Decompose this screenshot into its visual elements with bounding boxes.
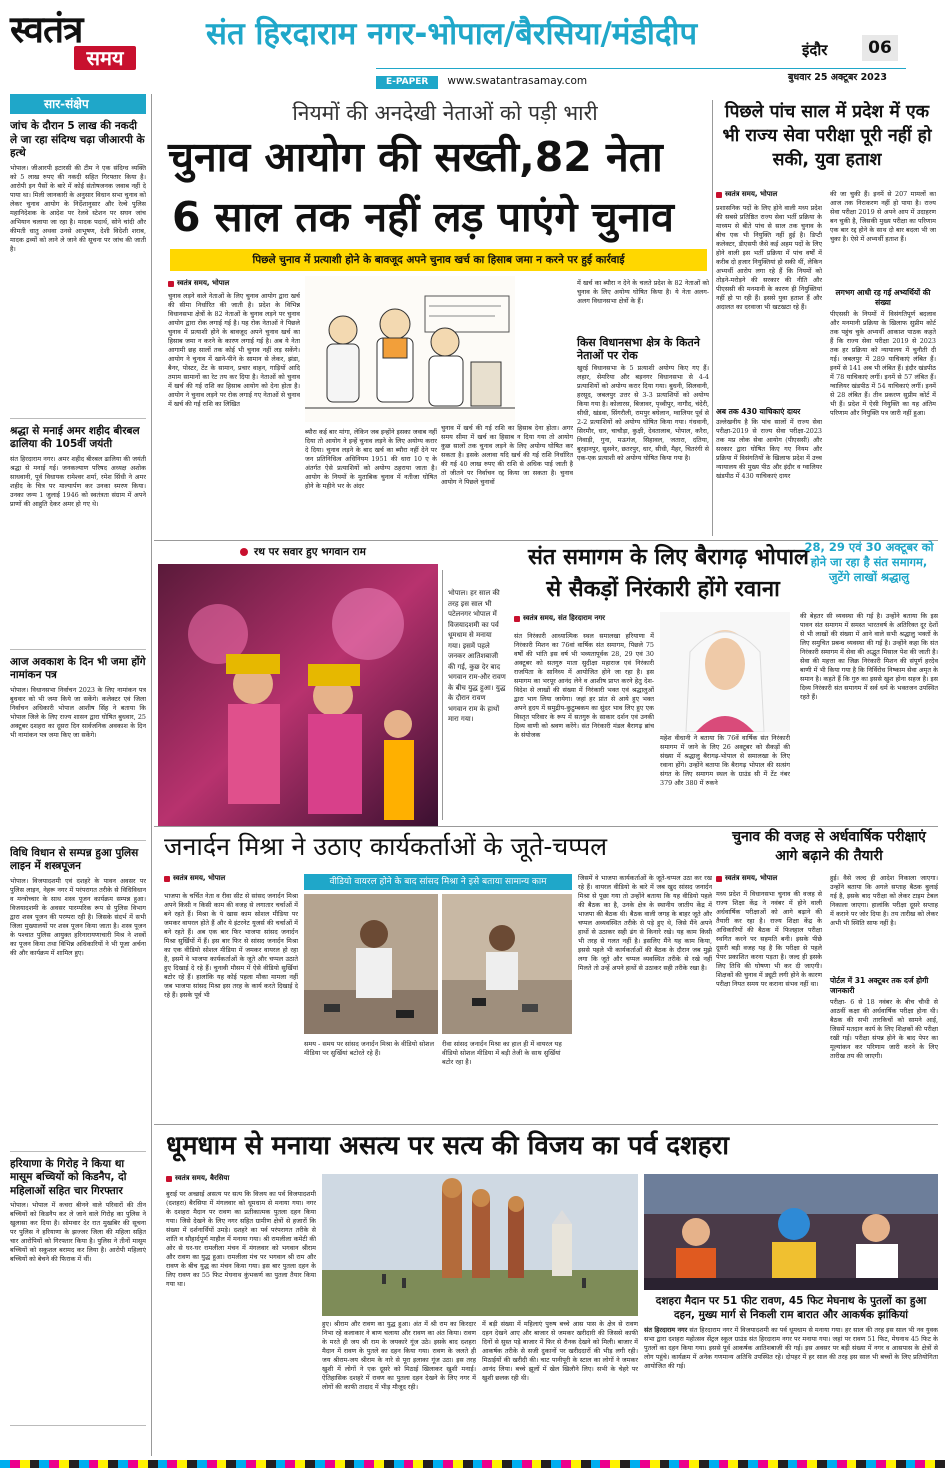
byline-icon bbox=[716, 192, 722, 198]
dussehra-column-2: हुए। श्रीराम और रावण का युद्ध हुआ। अंत में श्री राम का किरदार निभा रहे कलाकार ने बाण चलाया और रावण का अंत किया। रावण के मरते ही जय श्री राम के जयकारे गूंज उठे। इसके बाद दशहरा मैदान में रावण के पुतले का दहन किया गया। रावण के जलते ही जय श्रीराम-जय श्रीराम के नारे से पूरा इलाका गूंज उठा। इस तरह खुशी में लोगों ने एक दूसरे को मिठाई खिलाकर खुशी मनाई। ऐतिहासिक दशहरे में रावण का पुतला दहन देखने के लिए नगर में लोगों की काफी तादाद में भीड़ मौजूद रही। bbox=[322, 1320, 476, 1391]
lead-subhead: किस विधानसभा क्षेत्र के कितने नेताओं पर रोक bbox=[577, 336, 700, 362]
color-strip-swatch bbox=[98, 1460, 108, 1468]
janardan-caption-1: समय - समय पर सांसद जनार्दन मिश्रा के वीडियो सोशल मीडिया पर सुर्खियां बटोरते रहे हैं। bbox=[304, 1040, 435, 1057]
exam-column-1: मध्य प्रदेश में विधानसभा चुनाव की वजह से राज्य शिक्षा केंद्र ने नवंबर में होने वाली अर्धवार्षिक परीक्षाओं को आगे बढ़ाने की तैयारी कर रहा है। राज्य शिक्षा केंद्र के अधिकारियों की बैठक में फिलहाल परीक्षा स्थगित करने पर सहमति बनी। इसके पीछे दूसरी बड़ी वजह यह है कि परीक्षा से पहले पेपर प्रकाशित करना पड़ता है। जल्द ही इसके लिए तिथि की घोषणा भी कर दी जाएगी। शिक्षकों की चुनाव में ड्यूटी लगी होने के कारण परीक्षा नियत समय पर कराना संभव नहीं था। bbox=[716, 890, 822, 988]
janardan-byline-text: स्वतंत्र समय, भोपाल bbox=[173, 874, 226, 882]
janardan-caption-2: रीवा सांसद जनार्दन मिश्रा का हाल ही में वायरल यह वीडियो सोशल मीडिया में बड़ी तेजी के साथ सुर्खियां बटोर रहा है। bbox=[442, 1040, 562, 1066]
color-strip-swatch bbox=[325, 1460, 335, 1468]
dussehra-headline: धूमधाम से मनाया असत्य पर सत्य की विजय का पर्व दशहरा bbox=[166, 1131, 729, 1161]
lead-column-4: में खर्च का ब्यौरा न देने के चलते प्रदेश के 82 नेताओं को चुनाव के लिए अयोग्य घोषित किया है। ये नेता अलग-अलग विधानसभा क्षेत्रों के हैं। bbox=[577, 279, 709, 305]
color-strip-swatch bbox=[532, 1460, 542, 1468]
color-strip-swatch bbox=[620, 1460, 630, 1468]
nirankari-headline-line2: से सैकड़ों निरंकारी होंगे रवाना bbox=[546, 577, 780, 602]
guru-portrait-image bbox=[660, 612, 790, 732]
nirankari-side-headline: 28, 29 एवं 30 अक्टूबर को होने जा रहा है संत समागम, जुटेंगे लाखों श्रद्धालु bbox=[804, 540, 934, 584]
color-strip-swatch bbox=[640, 1460, 650, 1468]
color-strip-swatch bbox=[551, 1460, 561, 1468]
color-strip-swatch bbox=[207, 1460, 217, 1468]
color-strip-swatch bbox=[768, 1460, 778, 1468]
lead-column-2: ब्यौरा कई बार मांगा, लेकिन जब इन्होंने इसका जवाब नहीं दिया तो आयोग ने इन्हें चुनाव लड़ने के लिए अयोग्य करार दे दिया। चुनाव लड़ने के बाद खर्च का ब्यौरा नहीं देने पर जन प्रतिनिधित्व अधिनियम 1951 की धारा 10 ए के अंतर्गत ऐसे प्रत्याशियों को अयोग्य ठहराया जाता है। आयोग के नियमों के मुताबिक चुनाव में नतीजा घोषित होने के महीने भर के अंदर bbox=[305, 428, 437, 490]
exam-subhead: पोर्टल में 31 अक्टूबर तक दर्ज होगी जानकारी bbox=[830, 976, 929, 995]
color-strip-swatch bbox=[473, 1460, 483, 1468]
color-strip-swatch bbox=[167, 1460, 177, 1468]
news-brief-item bbox=[10, 1158, 146, 1427]
color-strip-swatch bbox=[138, 1460, 148, 1468]
nirankari-column-1: संत निरंकारी आध्यात्मिक स्थल समालखा हरियाणा में निरंकारी मिशन का 76वां वार्षिक संत समागम, पिछले 75 वर्षों की भांति इस वर्ष भी भव्यतापूर्वक 28, 29 एवं 30 अक्टूबर को सतगुरु माता सुदीक्षा महाराज एवं निरंकारी राजपिता के सानिध्य में आयोजित होने जा रहा है। इस समागम का भरपूर आनंद लेने व आशीष प्राप्त करने हेतु देश-विदेश से लाखों की संख्या में निरंकारी भक्त एवं श्रद्धालुओं द्वारा भाग लिया जायेगा। जहां हर प्रांत से आये हुए भक्त अपने हृदय में समुद्रीय-कुटुम्बकम का सुंदर भाव लिए हुए एक विस्तृत परिवार के रूप में सतगुरु के साकार दर्शन एवं उनकी दिव्य वाणी को श्रवण करेंगे। संत निरंकारी मंडल बैरागढ़ ब्रांच के संयोजक bbox=[514, 632, 654, 739]
cartoon-illustration bbox=[305, 276, 515, 422]
lead-kicker: नियमों की अनदेखी नेताओं को पड़ी भारी bbox=[292, 101, 598, 125]
color-strip-swatch bbox=[433, 1460, 443, 1468]
masthead bbox=[0, 0, 945, 92]
nirankari-headline-line1: संत समागम के लिए बैरागढ़ भोपाल bbox=[528, 545, 809, 570]
dussehra-jhanki-photo bbox=[644, 1174, 938, 1290]
color-strip-swatch bbox=[79, 1460, 89, 1468]
color-strip-swatch bbox=[226, 1460, 236, 1468]
color-strip-swatch bbox=[660, 1460, 670, 1468]
issue-date: बुधवार 25 अक्टूबर 2023 bbox=[788, 72, 888, 83]
lead-divider-right bbox=[712, 100, 713, 536]
color-strip-swatch bbox=[689, 1460, 699, 1468]
janardan-byline bbox=[164, 874, 225, 883]
janardan-headline: जनार्दन मिश्रा ने उठाए कार्यकर्ताओं के जूते-चप्पल bbox=[164, 832, 608, 861]
color-strip-swatch bbox=[364, 1460, 374, 1468]
news-brief-body: भोपाल। भोपाल में कचरा बीनने वाले परिवारों की तीन बच्चियों को किडनैप कर ले जाने वाले गिरोह का पुलिस ने खुलासा कर दिया है। सोमवार देर रात मुखबिर की सूचना पर पुलिस ने हरियाणा के झज्जर जिला की महिला सहित चार आरोपियों को गिरफ्तार किया है। पुलिस ने तीनों मासूम बच्चियों को सकुशल बरामद कर लिया है। आरोपी महिलाएं बच्चियों को बेचने की फिराक में थीं। bbox=[10, 1201, 146, 1263]
lead-column-1: चुनाव लड़ने वाले नेताओं के लिए चुनाव आयोग द्वारा खर्च की सीमा निर्धारित की जाती है। प्रदेश के विभिन्न विधानसभा क्षेत्रों के 82 नेताओं के चुनाव लड़ने पर चुनाव आयोग द्वारा रोक लगाई गई है। यह रोक नेताओं ने पिछले चुनाव में प्रत्याशी होने के बावजूद अपने चुनाव खर्च का हिसाब जमा न करने के कारण लगाई गई है। अब ये नेता आगामी छह सालों तक कोई भी चुनाव नहीं लड़ सकेंगे। आयोग ने चुनाव में खाने-पीने के सामान से लेकर, झंडा, बैनर, पोस्टर, टेंट के सामान, प्रचार वाहन, गाड़ियों आदि तमाम सामानों का रेट तय कर दिया है। नेताओं को चुनाव में खर्च की गई राशि का हिसाब आयोग को देना होता है। आयोग ने चुनाव लड़ने पर रोक लगाई गए नेताओं से चुनाव में खर्च की गई राशि का लिखित bbox=[168, 292, 300, 408]
byline-icon bbox=[168, 281, 174, 287]
color-strip-swatch bbox=[354, 1460, 364, 1468]
dussehra-byline-text: स्वतंत्र समय, बैरसिया bbox=[175, 1174, 230, 1182]
color-strip-swatch bbox=[561, 1460, 571, 1468]
color-strip-swatch bbox=[177, 1460, 187, 1468]
nirankari-column-3: की बेहतर सी व्यवस्था की गई है। उन्होंने बताया कि इस पावन संत समागम में समस्त भारतवर्ष के अतिरिक्त दूर देशों से भी लाखों की संख्या में आने वाले सभी श्रद्धालु भक्तों के लिए समुचित प्रबन्ध व्यवस्था की गई है। उन्होंने कहा कि संत निरंकारी समागम में सेवा की अद्भुत मिसाल पेश की जाती है। सेवा की महत्ता का जिक्र निरंकारी मिशन की संपूर्ण हरदेव बाणी में भी किया गया है कि निर्विरोध निष्काम सेवा अमृत के समान है। कहते हैं कि गुरु का इससे खुश होना सहज है। इस दिव्य निरंकारी संत समागम में सर्व धर्म के भक्तजन उपस्थित रहते हैं। bbox=[800, 612, 938, 701]
news-brief-body: संत हिरदाराम नगर। अमर शहीद बीरबल ढालिया की जयंती श्रद्धा से मनाई गई। जनकल्याण परिषद अध्यक्ष अशोक साधवानी, पूर्व विधायक रामेश्वर शर्मा, रमेश सिंधी ने अमर शहीद के चित्र पर माल्यार्पण कर उनका स्मरण किया। उनका जन्म 1 जुलाई 1946 को स्वतंत्रता संग्राम में अपने प्राणों की आहुति देकर अमर हो गए थे। bbox=[10, 454, 146, 508]
color-strip-swatch bbox=[797, 1460, 807, 1468]
ravan-effigy-photo bbox=[322, 1174, 638, 1316]
color-strip-swatch bbox=[728, 1460, 738, 1468]
color-strip-swatch bbox=[128, 1460, 138, 1468]
logo-top-text: स्वतंत्र bbox=[10, 7, 83, 51]
dussehra-byline bbox=[166, 1174, 229, 1183]
janardan-photo-1 bbox=[304, 894, 438, 1034]
byline-icon bbox=[716, 876, 722, 882]
color-strip-swatch bbox=[236, 1460, 246, 1468]
byline-icon bbox=[514, 616, 520, 622]
color-strip-swatch bbox=[453, 1460, 463, 1468]
news-brief-item bbox=[10, 120, 146, 419]
psc-column-1b: उल्लेखनीय है कि पांच सालों में राज्य सेवा परीक्षा-2019 से राज्य सेवा परीक्षा-2023 तक मप्र लोक सेवा आयोग (पीएससी) और सरकार द्वारा घोषित किए गए नियम और प्रक्रिया में विसंगतियों के खिलाफ प्रदेश में उच्च न्यायालय की मुख्य पीठ और इंदौर व ग्वालियर खंडपीठ में 430 याचिकाएं दायर bbox=[716, 418, 822, 480]
news-brief-body: भोपाल। जीआरपी इटारसी की टीम ने एक संदिग्ध व्यक्ति को 5 लाख रुपए की नकदी सहित गिरफ्तार किया है। आरोपी इन पैसों के बारे में कोई संतोषजनक जवाब नहीं दे पाया था। मिली जानकारी के अनुसार विधान सभा चुनाव को लेकर चुनाव आयोग के निर्देशानुसार और रेल्वे पुलिस महानिदेशक के आदेश पर रेलवे स्टेशन पर सघन जांच अभियान चलाया जा रहा है। मादक पदार्थ, सोने चांदी और कीमती धातु अथवा उनसे आभूषण, देशी विदेशी शराब, मादक द्रव्यों को लाने ले जाने की सूचना पर जांच की जाती है। bbox=[10, 163, 146, 253]
news-brief-column bbox=[10, 94, 146, 1456]
color-strip-swatch bbox=[719, 1460, 729, 1468]
color-strip-swatch bbox=[669, 1460, 679, 1468]
color-strip-swatch bbox=[345, 1460, 355, 1468]
color-strip-swatch bbox=[502, 1460, 512, 1468]
lead-byline-text: स्वतंत्र समय, भोपाल bbox=[177, 279, 230, 287]
news-brief-heading bbox=[10, 94, 146, 114]
color-strip-swatch bbox=[39, 1460, 49, 1468]
nirankari-byline bbox=[514, 614, 605, 623]
color-strip-swatch bbox=[118, 1460, 128, 1468]
color-strip-swatch bbox=[108, 1460, 118, 1468]
color-strip-swatch bbox=[679, 1460, 689, 1468]
color-strip-swatch bbox=[738, 1460, 748, 1468]
color-strip-swatch bbox=[384, 1460, 394, 1468]
color-strip-swatch bbox=[246, 1460, 256, 1468]
ram-label-text: रथ पर सवार हुए भगवान राम bbox=[254, 546, 366, 558]
color-strip-swatch bbox=[935, 1460, 945, 1468]
dussehra-column-4 bbox=[644, 1326, 938, 1456]
psc-subhead-2: लगभग आधी रह गई अभ्यर्थियों की संख्या bbox=[835, 288, 931, 307]
color-strip-swatch bbox=[856, 1460, 866, 1468]
color-strip-swatch bbox=[59, 1460, 69, 1468]
psc-column-1: प्रशासनिक पदों के लिए होने वाली मध्य प्रदेश की सबसे प्रतिष्ठित राज्य सेवा भर्ती प्रक्रिया के माध्यम से बीते पांच से साल तक चुनाव के बीच एक भी नियुक्ति नहीं हुई है। डिप्टी कलेक्टर, डीएसपी जैसे कई अहम पदों के लिए होने वाली इस भर्ती प्रक्रिया में पांच वर्षों में करीब दो हजार नियुक्तियां हो सकी थीं, लेकिन अभ्यर्थी आरोप लगा रहे हैं कि नियमों को तोड़ने-मरोड़ने की सरकार की नीति और पीएससी की मनमानी के कारण ही नियुक्तियां नहीं हो पा रही हैं। इससे युवा हताश हैं और अदालत का दरवाजा भी खटखटा रहे हैं। bbox=[716, 204, 822, 311]
ram-caption: भोपाल। हर साल की तरह इस साल भी पटेलनगर भोपाल में विजयादशमी का पर्व धूमधाम से मनाया गया। इसमें पहले जनकर आतिशबाजी की गई, कुछ देर बाद भगवान राम-और रावण के बीच युद्ध हुआ। युद्ध के दौरान रावण भगवान राम के हाथों मारा गया। bbox=[448, 589, 506, 723]
ram-ravan-photo bbox=[158, 564, 438, 826]
lead-strap: पिछले चुनाव में प्रत्याशी होने के बावजूद अपने चुनाव खर्च का हिसाब जमा न करने पर हुई कार्रवाई bbox=[170, 249, 707, 271]
color-strip-swatch bbox=[512, 1460, 522, 1468]
janardan-photo-2-image bbox=[442, 894, 572, 1034]
dussehra-column-4-text: संत हिरदाराम नगर में विजयादशमी का पर्व धूमधाम से मनाया गया। हर साल की तरह इस साल भी नव युवक सभा द्वारा दशहरा महोत्सव सेंट्रल स्कूल ग्राउंड संत हिरदाराम नगर पर मनाया गया। जहां पर रावण 51 फिट, मेघनाथ 45 फिट के पुतलों का दहन किया गया। इससे पूर्व आकर्षक आतिशबाजी की गई। इस अवसर पर बड़ी संख्या में नगर व आसपास के क्षेत्रों से लोग पहुंचे। कार्यक्रम में अनेक गणमान्य अतिथि उपस्थित रहे। दोपहर में हर साल की तरह इस साल भी बच्चों के लिए प्रतियोगिता आयोजित की गई। bbox=[644, 1326, 938, 1370]
color-strip-swatch bbox=[89, 1460, 99, 1468]
janardan-column-1: भाजपा के चर्चित नेता व रीवा सीट से सांसद जनार्दन मिश्रा अपने किसी न किसी काम की वजह से लगातार चर्चाओं में बने रहते हैं। मिश्रा के ये खास काम सोशल मीडिया पर जमकर वायरल होते हैं और ये इंटरनेट यूजर्स की चर्चाओं में बने रहते हैं। अब एक बार फिर भाजपा सांसद जनार्दन मिश्रा सुर्खियों में हैं। इस बार फिर से सांसद जनार्दन मिश्रा का एक वीडियो सोशल मीडिया में जमकर वायरल हो रहा है, इसमें वे भाजपा कार्यकर्ताओं के जूते और चप्पल उठाते हुए दिखाई दे रहे हैं। चुनावी मौसम में ऐसे वीडियो सुर्खियां बटोर रहे हैं। हालांकि यह कोई पहला मौका मामला नहीं जब भाजपा सांसद मिश्रा इस तरह के कार्य करते दिखाई दे रहे हैं। इसके पूर्व भी bbox=[164, 892, 298, 999]
exam-column-2: हुई। वैसे जल्द ही आदेश निकाला जाएगा। उन्होंने बताया कि अगले सप्ताह बैठक बुलाई गई है, इसके बाद परीक्षा को लेकर टाइम टेबल निकाला जाएगा। हालांकि परीक्षा दूसरे सप्ताह में कराने पर जोर दिया है। तय तारीख को लेकर अभी भी स्थिति साफ नहीं है। bbox=[830, 874, 938, 927]
color-strip-swatch bbox=[335, 1460, 345, 1468]
news-brief-title: आज अवकाश के दिन भी जमा होंगे नामांकन पत्र bbox=[10, 655, 146, 681]
exam-column-2b: परीक्षा- 6 से 18 नवंबर के बीच चौथी से आठवीं कक्षा की अर्धवार्षिक परीक्षा होना थी। बैठक की सभी तारकिचों को सामने आई, जिसमें मतदान कार्य के लिए शिक्षकों की परीक्षा रखी गई। परीक्षा संपन्न होने के बाद पेपर का मूल्यांकन कर परिणाम जारी करने के लिए तारीख तय की जाएगी। bbox=[830, 998, 938, 1060]
byline-icon bbox=[164, 876, 170, 882]
color-strip-swatch bbox=[423, 1460, 433, 1468]
color-strip-swatch bbox=[650, 1460, 660, 1468]
color-strip-swatch bbox=[158, 1460, 168, 1468]
color-strip-swatch bbox=[315, 1460, 325, 1468]
psc-column-2b: पीएससी के नियमों में विसंगतिपूर्ण बदलाव और मनमानी प्रक्रिया के खिलाफ सुप्रीम कोर्ट तक पहुंच चुके अभ्यर्थी आकाश पाठक कहते हैं कि राज्य सेवा परीक्षा 2019 से 2023 तक हर प्रक्रिया को न्यायालय में चुनौती दी गई। जबलपुर में 289 याचिकाएं लंबित हैं। इनमें से 141 अब भी लंबित हैं। इंदौर खंडपीठ में 78 याचिकाएं लगीं। इनमें से 57 लंबित हैं। ग्वालियर खंडपीठ में 54 याचिकाएं लगीं। इनमें से 28 लंबित हैं। तीन प्रकरण सुप्रीम कोर्ट में भी हैं। प्रदेश में ऐसी नियुक्ति का यह अंतिम परिणाम और नियुक्ति पत्र जारी नहीं हुआ। bbox=[830, 310, 936, 417]
color-strip-swatch bbox=[699, 1460, 709, 1468]
color-strip-swatch bbox=[581, 1460, 591, 1468]
news-brief-title: विधि विधान से सम्पन्न हुआ पुलिस लाइन में शस्त्रपूजन bbox=[10, 846, 139, 872]
news-brief-body: भोपाल। विजयादशमी एवं दशहरे के पावन अवसर पर पुलिस लाइन, नेहरू नगर में परंपरागत तरीके से विधिविधान व मन्त्रोच्चार के साथ शस्त्र पूजन कार्यक्रम सम्पन्न हुआ। विजयादशमी के अवसर पारम्परिक रूप से पुलिस विभाग द्वारा शस्त्र पूजन की परम्परा रही है। जिसके संदर्भ में सभी जिला मुख्यालयों पर शस्त्र पूजन किया जाता है। शस्त्र पूजन के पश्चात पुलिस आयुक्त हरिनारायणाचारी मिश्र ने शस्त्रों का पूजन किया तथा विभिन्न अधिकारियों ने भी पूजा अर्चना की और कार्यक्रम में शामिल हुए। bbox=[10, 876, 146, 957]
psc-subhead-1: अब तक 430 याचिकाएं दायर bbox=[716, 407, 801, 416]
color-strip-swatch bbox=[295, 1460, 305, 1468]
lead-byline bbox=[168, 279, 229, 288]
lead-headline-line1: चुनाव आयोग की सख्ती,82 नेता bbox=[168, 133, 663, 181]
color-strip-swatch bbox=[847, 1460, 857, 1468]
nirankari-byline-text: स्वतंत्र समय, संत हिरदाराम नगर bbox=[523, 614, 606, 622]
psc-byline-text: स्वतंत्र समय, भोपाल bbox=[725, 190, 778, 198]
color-strip-swatch bbox=[906, 1460, 916, 1468]
website-link[interactable]: www.swatantrasamay.com bbox=[447, 75, 588, 87]
color-strip-swatch bbox=[49, 1460, 59, 1468]
color-strip-swatch bbox=[817, 1460, 827, 1468]
logo-bottom-text: समय bbox=[74, 46, 136, 70]
color-strip-swatch bbox=[876, 1460, 886, 1468]
color-strip-swatch bbox=[610, 1460, 620, 1468]
color-strip-swatch bbox=[915, 1460, 925, 1468]
color-strip-swatch bbox=[709, 1460, 719, 1468]
janardan-column-3: जिसमें वे भाजपा कार्यकर्ताओं के जूते-चप्पल उठा कर रख रहे हैं। वायरल वीडियो के बारे में जब खुद सांसद जनार्दन मिश्रा से पूछा गया तो उन्होंने बताया कि यह वीडियो पहले की बैठक का है, उनके क्षेत्र के स्थानीय जातीय केंद्र में भाजपा की बैठक थी। बैठक वाली जगह के बाहर जूते और चप्पल अव्यवस्थित तरीके से पड़े हुए थे, जिसे मैंने अपने हाथों से उठाकर सही ढंग से किनारे रखे। यह काम किसी भी तरह से गलत नहीं है। इसलिए मैंने यह काम किया, इससे पहले भी कार्यकर्ताओं की बैठक के दौरान जब मुझे लगा कि जूते और चप्पल व्यवस्थित तरीके से रखे नहीं मिलते तो उन्हें अपने हाथों से उठाकर सही तरीके रखा है। bbox=[578, 874, 712, 972]
ravan-effigy-image bbox=[322, 1174, 638, 1316]
dussehra-column-1: बुराई पर अच्छाई असत्य पर सत्य कि विजय का पर्व विजयादशमी (दशहरा) बैरसिया में मंगलवार को धूमधाम से मनाया गया। नगर के दशहरा मैदान पर रावण का प्रतीकात्मक पुतला दहन किया गया। जिसे देखने के लिए नगर सहित ग्रामीण क्षेत्रों से हजारों कि संख्या में दर्शनार्थियों उमड़े। दशहरे का पर्व परंपरागत तरीके से शांति व सौहार्दपूर्ण माहौल में मनाया गया। श्री रामलीला कमेटी की ओर से घर-घर रामलीला मंचन में मंगलवार को भगवान श्रीराम और रावण का युद्ध हुआ। रामलीला मंच पर भगवान श्री राम और रावण के बीच युद्ध का मंचन किया गया। इस बार पुतला दहन के लिए रावण का 55 फिट मेघनाथ कुंभकर्ण का पुतला तैयार किया गया था। bbox=[166, 1190, 316, 1288]
news-brief-item bbox=[10, 656, 146, 841]
color-strip-swatch bbox=[187, 1460, 197, 1468]
lead-column-4b: खुरई विधानसभा के 5 प्रत्याशी अयोग्य किए गए हैं। लहार, सेमरिया और बड़नगर विधानसभा से 4-4 प्रत्याशियों को अयोग्य करार दिया गया। बुधनी, सिलवानी, हरसूद, जबलपुर उत्तर से 3-3 प्रत्याशियों को अयोग्य किया गया है। कोलारस, बिजावर, पृथ्वीपुर, नागौद, चंदेरी, सीधी, खंडवा, सिंगरौली, रामपुर बघेलान, ग्वालियर पूर्व से 2-2 प्रत्याशियों को अयोग्य घोषित किया गया। गंधवानी, सिरमौर, धार, चाचौड़ा, कुक्षी, देवतालाब, भोपाल, करैरा, निवाड़ी, गुना, मऊगंज, सिहावल, जतारा, दतिया, बुरहानपुर, सुसनेर, छतरपुर, धार, सीधी, मैहर, चितरंगी से एक-एक प्रत्याशी को अयोग्य घोषित किया गया है। bbox=[577, 364, 709, 462]
color-strip-swatch bbox=[541, 1460, 551, 1468]
color-strip-swatch bbox=[630, 1460, 640, 1468]
color-strip-swatch bbox=[482, 1460, 492, 1468]
election-cartoon bbox=[305, 276, 515, 422]
psc-column-2: की जा चुकी हैं। इनमें से 207 मामलों का आज तक निराकरण नहीं हो पाया है। राज्य सेवा परीक्षा 2019 से अपने आप में उदाहरण बन चुकी है, जिसकी मुख्य परीक्षा का परिणाम एक बार रद्द होने के साथ दो बार बदला भी जा चुका है। ऐसे में अभ्यर्थी हताश हैं। bbox=[830, 190, 936, 243]
color-strip-swatch bbox=[285, 1460, 295, 1468]
label-bullet-icon bbox=[240, 548, 248, 556]
color-strip-swatch bbox=[886, 1460, 896, 1468]
psc-headline: पिछले पांच साल में प्रदेश में एक भी राज्य सेवा परीक्षा पूरी नहीं हो सकी, युवा हताश bbox=[722, 102, 932, 170]
nirankari-column-2: महेश वीधानी ने बताया कि 76वें वार्षिक संत निरंकारी समागम में जाने के लिए 26 अक्टूबर को सैकड़ों की संख्या में श्रद्धालु बैरागढ़-भोपाल से समालखा के लिए रवाना होंगे। उन्होंने बताया कि बैरागढ़ भोपाल की सत्संग संगत के लिए समागम स्थल के ग्राउंड सी में टेंट नंबर 379 और 380 में रुकने bbox=[660, 734, 790, 787]
registration-color-strip bbox=[0, 1460, 945, 1468]
color-strip-swatch bbox=[148, 1460, 158, 1468]
news-brief-title: जांच के दौरान 5 लाख की नकदी ले जा रहा संदिग्ध चढ़ा जीआरपी के हत्थे bbox=[10, 120, 145, 159]
color-strip-swatch bbox=[413, 1460, 423, 1468]
section-divider-2 bbox=[154, 826, 938, 827]
color-strip-swatch bbox=[748, 1460, 758, 1468]
color-strip-swatch bbox=[394, 1460, 404, 1468]
color-strip-swatch bbox=[492, 1460, 502, 1468]
color-strip-swatch bbox=[305, 1460, 315, 1468]
color-strip-swatch bbox=[807, 1460, 817, 1468]
janardan-photo-2 bbox=[442, 894, 572, 1034]
color-strip-swatch bbox=[443, 1460, 453, 1468]
color-strip-swatch bbox=[374, 1460, 384, 1468]
color-strip-swatch bbox=[571, 1460, 581, 1468]
color-strip-swatch bbox=[896, 1460, 906, 1468]
color-strip-swatch bbox=[197, 1460, 207, 1468]
janardan-video-strap: वीडियो वायरल होने के बाद सांसद मिश्रा ने इसे बताया सामान्य काम bbox=[304, 874, 572, 890]
sidebar-divider bbox=[151, 94, 152, 1456]
color-strip-swatch bbox=[591, 1460, 601, 1468]
news-brief-list bbox=[10, 120, 146, 1426]
color-strip-swatch bbox=[276, 1460, 286, 1468]
color-strip-swatch bbox=[758, 1460, 768, 1468]
psc-byline bbox=[716, 190, 777, 199]
dussehra-byline2: संत हिरदाराम नगर bbox=[644, 1326, 688, 1334]
color-strip-swatch bbox=[463, 1460, 473, 1468]
news-brief-title: हरियाणा के गिरोह ने किया था मासूम बच्चियों को किडनैप, दो महिलाओं सहित चार गिरफ्तार bbox=[10, 1157, 127, 1197]
lead-column-3: चुनाव में खर्च की गई राशि का हिसाब देना होता। अगर समय सीमा में खर्च का हिसाब न दिया गया तो आयोग कुछ सालों तक चुनाव लड़ने के लिए अयोग्य घोषित कर सकता है। इसके अलावा यदि खर्च की गई राशि निर्धारित की गई 40 लाख रुपए की राशि से अधिक पाई जाती है तो जीतने पर निर्वाचन रद्द किया जा सकता है। चुनाव आयोग ने पिछले चुनावों bbox=[441, 424, 573, 486]
logo bbox=[10, 8, 140, 90]
dussehra-column-3: में बड़ी संख्या में महिलाएं पुरुष बच्चे आस पास के क्षेत्र से रावण दहन देखने आए और बाजार से जमकर खरीदारी की जिससे काफी दिनों से सुस्त पड़े बाजार में फिर से रौनक देखने को मिली। बाजार में आकर्षक तरीके से सजी दुकानों पर खरीददारों की भीड़ लगी रही। मिठाईयों की खरीदी की। चाट पानीपूरी के स्टाल का लोगों ने जमकर आनंद लिया। बच्चे झूलों में खेल खिलौने लिए। सभी के चेहरे पर खुशी छलक रही थी। bbox=[482, 1320, 638, 1382]
news-brief-item bbox=[10, 425, 146, 650]
exam-headline: चुनाव की वजह से अर्धवार्षिक परीक्षाएं आगे बढ़ाने की तैयारी bbox=[732, 829, 926, 864]
color-strip-swatch bbox=[778, 1460, 788, 1468]
color-strip-swatch bbox=[20, 1460, 30, 1468]
color-strip-swatch bbox=[866, 1460, 876, 1468]
section-divider-3 bbox=[154, 1124, 938, 1125]
ram-photo-image bbox=[158, 564, 438, 826]
color-strip-swatch bbox=[217, 1460, 227, 1468]
news-brief-heading-text: सार-संक्षेप bbox=[44, 97, 89, 111]
color-strip-swatch bbox=[10, 1460, 20, 1468]
ram-caption-divider bbox=[442, 570, 443, 820]
edition-title: संत हिरदाराम नगर-भोपाल/बैरसिया/मंडीदीप bbox=[206, 16, 698, 52]
color-strip-swatch bbox=[30, 1460, 40, 1468]
exam-byline bbox=[716, 874, 777, 883]
color-strip-swatch bbox=[404, 1460, 414, 1468]
lead-headline-line2: 6 साल तक नहीं लड़ पाएंगे चुनाव bbox=[172, 193, 674, 241]
color-strip-swatch bbox=[69, 1460, 79, 1468]
epaper-label: E-PAPER bbox=[376, 76, 438, 89]
janardan-photo-1-image bbox=[304, 894, 438, 1034]
news-brief-body: भोपाल। विधानसभा निर्वाचन 2023 के लिए नामांकन पत्र बुधवार को भी जमा किये जा सकेंगे। कलेक्टर एवं जिला निर्वाचन अधिकारी भोपाल आशीष सिंह ने बताया कि भोपाल जिले के लिए राज्य शासन द्वारा घोषित बुधवार, 25 अक्टूबर दशहरा का दूसरा दिन सार्वजनिक अवकाश के दिन भी नामांकन पत्र जमा किए जा सकेंगे। bbox=[10, 685, 146, 739]
color-strip-swatch bbox=[266, 1460, 276, 1468]
news-brief-item bbox=[10, 847, 146, 1152]
color-strip-swatch bbox=[600, 1460, 610, 1468]
city-label: इंदौर bbox=[802, 41, 828, 59]
news-brief-title: श्रद्धा से मनाई अमर शहीद बीरबल ढालिया की 105वीं जयंती bbox=[10, 424, 140, 450]
color-strip-swatch bbox=[827, 1460, 837, 1468]
nirankari-guru-photo bbox=[660, 612, 790, 732]
jhanki-image bbox=[644, 1174, 938, 1290]
color-strip-swatch bbox=[837, 1460, 847, 1468]
color-strip-swatch bbox=[788, 1460, 798, 1468]
byline-icon bbox=[166, 1176, 172, 1182]
color-strip-swatch bbox=[0, 1460, 10, 1468]
exam-byline-text: स्वतंत्र समय, भोपाल bbox=[725, 874, 778, 882]
color-strip-swatch bbox=[256, 1460, 266, 1468]
dussehra-photo-caption: दशहरा मैदान पर 51 फीट रावण, 45 फिट मेघनाथ के पुतलों का हुआ दहन, मुख्य मार्ग से निकली राम बारात और आकर्षक झांकियां bbox=[655, 1295, 927, 1321]
ram-label bbox=[240, 544, 366, 560]
page-number: 06 bbox=[862, 35, 898, 61]
color-strip-swatch bbox=[925, 1460, 935, 1468]
color-strip-swatch bbox=[522, 1460, 532, 1468]
